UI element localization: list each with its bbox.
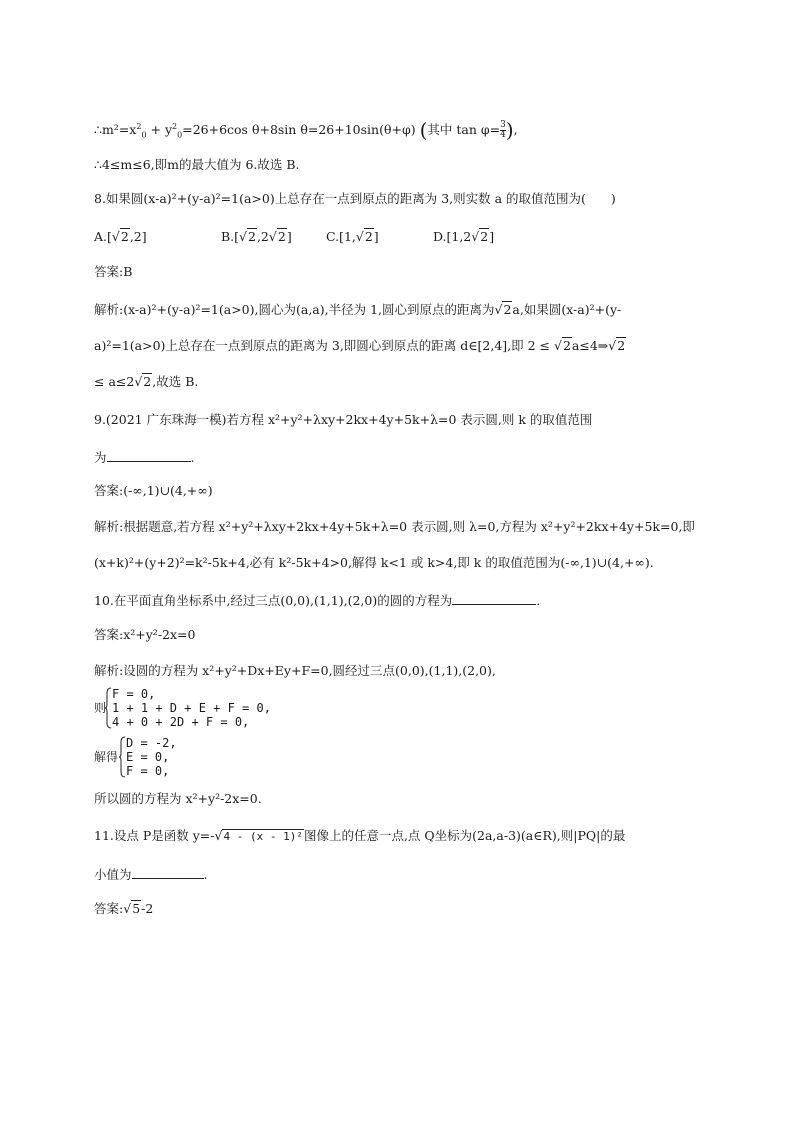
sqrt: √4 - (x - 1)² — [214, 828, 303, 843]
text: A.[ — [94, 229, 112, 244]
radicand: 2 — [364, 229, 373, 244]
text: D.[1,2 — [432, 229, 472, 244]
system-rows — [112, 687, 271, 729]
question-9-explanation-1: 解析:根据题意,若方程 x²+y²+λxy+2kx+4y+5k+λ=0 表示圆,则 λ=0,方程为 x²+y²+2kx+4y+5k=0,即 — [94, 519, 695, 534]
question-9-line-2 — [94, 447, 195, 467]
radicand: 2 — [562, 338, 571, 353]
text: B.[ — [220, 229, 240, 244]
question-10-conclusion: 所以圆的方程为 x²+y²-2x=0. — [94, 791, 262, 806]
radicand: 2 — [248, 229, 256, 244]
text: . — [203, 867, 208, 882]
option-a — [94, 228, 217, 246]
question-11-answer — [94, 900, 153, 918]
radicand: 2 — [503, 302, 512, 317]
question-9-explanation-2: (x+k)²+(y+2)²=k²-5k+4,必有 k²-5k+4>0,解得 k<1 或 k>4,即 k 的取值范围为(-∞,1)∪(4,+∞). — [94, 555, 654, 570]
paren-close: ) — [505, 118, 514, 143]
text: 小值为 — [94, 867, 132, 882]
radicand: 2 — [617, 338, 626, 353]
brace-icon — [119, 736, 125, 778]
question-8-explanation-1 — [94, 301, 621, 319]
sqrt: √2 — [268, 229, 286, 244]
answer-blank[interactable] — [132, 864, 204, 879]
option-c — [326, 228, 429, 246]
system-rows — [126, 736, 177, 778]
equation: 4 + 0 + 2D + F = 0, — [112, 715, 250, 729]
radicand: 2 — [480, 229, 489, 244]
equation: 1 + 1 + D + E + F = 0, — [112, 701, 271, 715]
text: + y — [150, 122, 173, 138]
question-8-explanation-3 — [94, 373, 198, 391]
sqrt: √2 — [239, 229, 256, 244]
sqrt: √2 — [554, 338, 571, 353]
radicand: 2 — [143, 374, 152, 389]
sqrt: √2 — [471, 229, 489, 244]
text: , — [513, 122, 518, 138]
question-10-explanation: 解析:设圆的方程为 x²+y²+Dx+Ey+F=0,圆经过三点(0,0),(1,1),(2,0), — [94, 663, 496, 678]
text: 图像上的任意一点,点 Q坐标为(2a,a-3)(a∈R),则|PQ|的最 — [303, 828, 626, 843]
option-d — [433, 229, 494, 244]
text: -2 — [141, 901, 154, 916]
question-8-answer: 答案:B — [94, 264, 133, 279]
equation: F = 0, — [112, 687, 156, 701]
answer-blank[interactable] — [107, 447, 191, 462]
question-8-options — [94, 228, 494, 246]
sqrt: √2 — [494, 302, 512, 317]
sqrt: √2 — [111, 229, 129, 244]
solution-line-1: $\therefore m^2=x^2_0 + y^2_0=26+6\cos$ θ+8sin θ=26+10sin(θ+φ) (其中 tan φ= $\frac{3}{4}$ ), — [94, 118, 518, 143]
text: ,2 — [256, 229, 269, 244]
text: . — [190, 450, 195, 465]
system-label: 则 — [94, 701, 107, 715]
answer-blank[interactable] — [452, 590, 536, 605]
question-8-explanation-2 — [94, 337, 626, 355]
equation: F = 0, — [126, 764, 170, 778]
question-8: 8.如果圆(x-a)²+(y-a)²=1(a>0)上总存在一点到原点的距离为 3,则实数 a 的取值范围为( ) — [94, 191, 616, 206]
brace-icon — [105, 687, 111, 729]
paren-open: ( — [419, 118, 428, 143]
text: ,2] — [129, 229, 147, 244]
sqrt: √2 — [355, 229, 373, 244]
system-label: 解得 — [94, 750, 119, 764]
equation: E = 0, — [126, 750, 170, 764]
equation: D = -2, — [126, 736, 177, 750]
text: =26+6cos θ+8sin θ=26+10sin(θ+φ) — [182, 122, 416, 138]
text: 答案: — [94, 901, 124, 916]
question-11 — [94, 827, 625, 846]
sqrt: √2 — [608, 338, 626, 353]
option-b — [221, 228, 322, 246]
text: a,如果圆(x-a)²+(y- — [512, 302, 622, 317]
question-9-answer: 答案:(-∞,1)∪(4,+∞) — [94, 483, 213, 498]
text: 10.在平面直角坐标系中,经过三点(0,0),(1,1),(2,0)的圆的方程为 — [94, 593, 453, 608]
question-11-line-2 — [94, 864, 208, 884]
text: 解析:(x-a)²+(y-a)²=1(a>0),圆心为(a,a),半径为 1,圆心到原点的距离为 — [94, 302, 495, 317]
text: 其中 tan φ= — [427, 122, 501, 138]
text: ∴m²=x — [94, 122, 137, 138]
sqrt: √2 — [134, 374, 152, 389]
sqrt: √5 — [123, 901, 141, 916]
radicand: 4 - (x - 1)² — [223, 830, 303, 843]
text: . — [536, 593, 541, 608]
question-10 — [94, 590, 540, 610]
denominator: 4 — [500, 130, 506, 141]
text: ] — [286, 229, 292, 244]
text: ] — [489, 229, 495, 244]
text: ] — [373, 229, 379, 244]
question-10-answer: 答案:x²+y²-2x=0 — [94, 627, 196, 642]
text: a)²=1(a>0)上总存在一点到原点的距离为 3,即圆心到原点的距离 d∈[2,4],即 2 ≤ — [94, 338, 551, 353]
radicand: 2 — [120, 229, 129, 244]
text: 11.设点 P是函数 y=- — [94, 828, 215, 843]
radicand: 5 — [132, 901, 141, 916]
text: ≤ a≤2 — [94, 374, 135, 389]
numerator: 3 — [500, 120, 506, 131]
text: C.[1, — [325, 229, 356, 244]
solution-line-2: ∴4≤m≤6,即m的最大值为 6.故选 B. — [94, 157, 300, 172]
question-9: 9.(2021 广东珠海一模)若方程 x²+y²+λxy+2kx+4y+5k+λ=0 表示圆,则 k 的取值范围 — [94, 412, 593, 427]
text: a≤4⇒ — [571, 338, 609, 353]
text: 为 — [94, 450, 107, 465]
radicand: 2 — [277, 229, 286, 244]
text: ,故选 B. — [152, 374, 199, 389]
